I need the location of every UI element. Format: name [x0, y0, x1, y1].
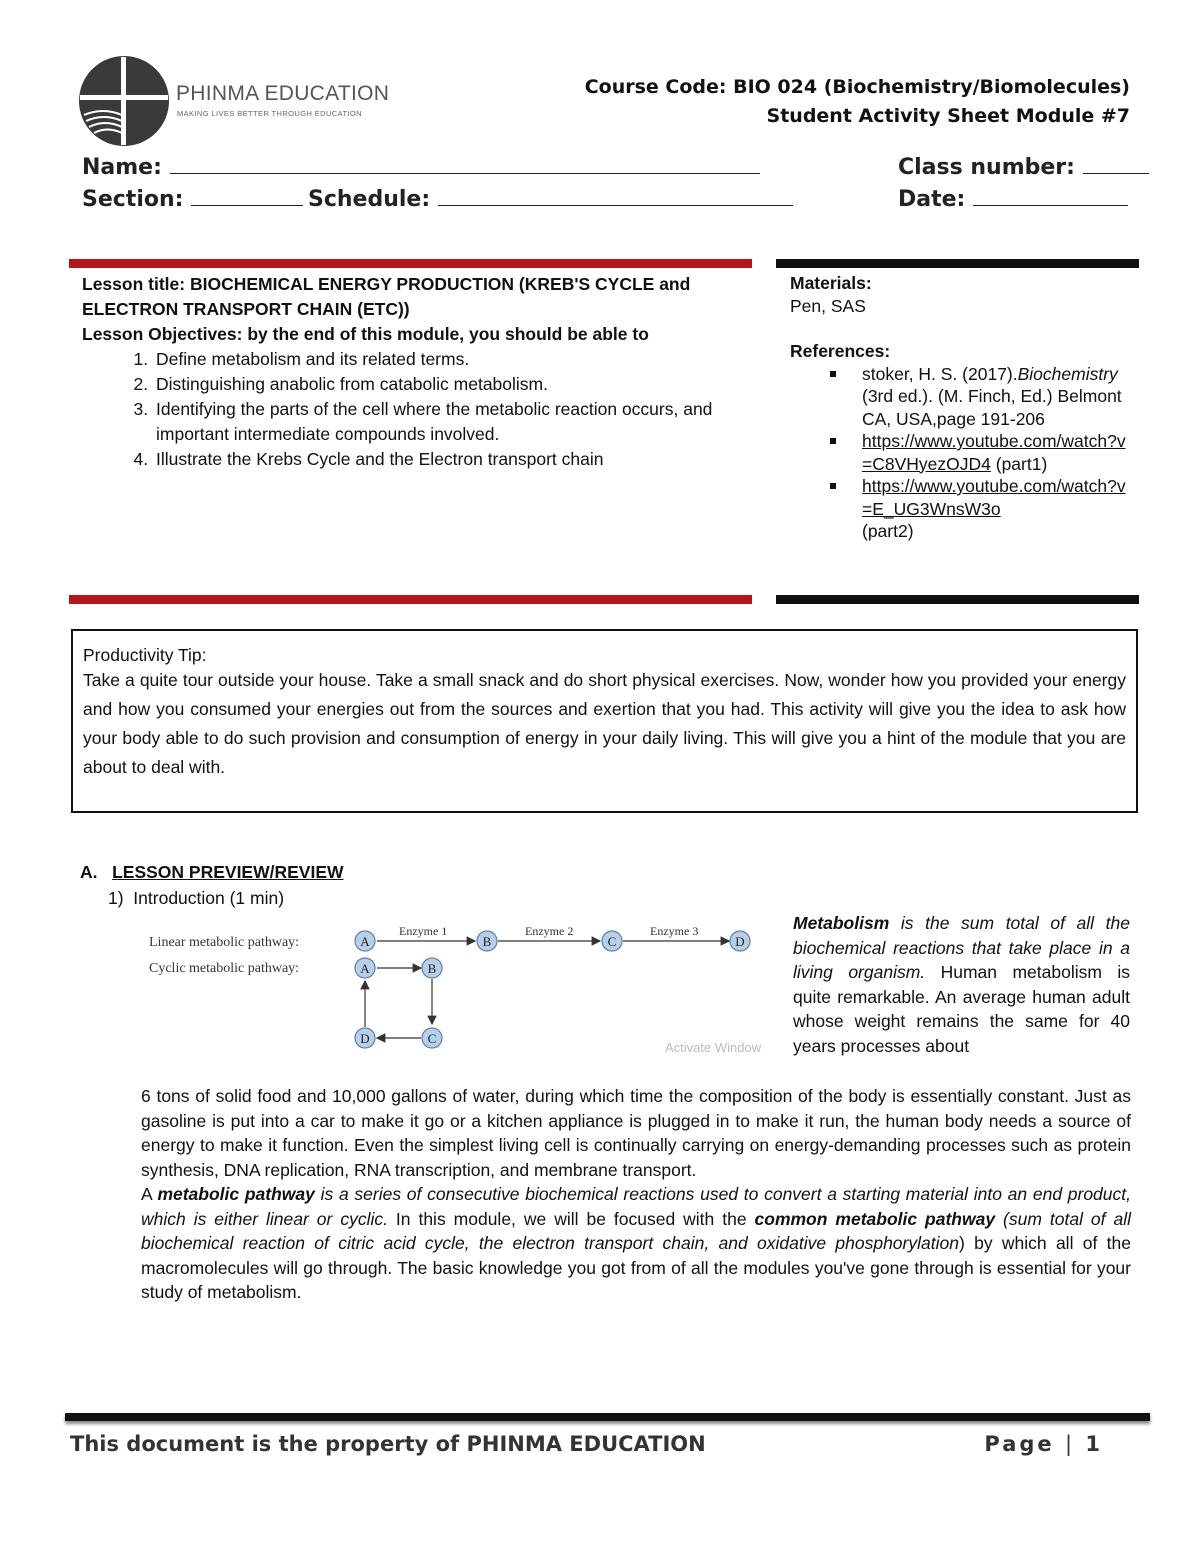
metabolic-pathway-paragraph: A metabolic pathway is a series of consecutive biochemical reactions used to convert a starting material into an end product, which is either linear or cyclic. In this module, we will be focused with the common metabolic pathway (sum total of all biochemical reaction of citric acid cycle, the electron transport chain, and oxidative phosphorylation) by which all of the macromolecules will go through. The basic knowledge you got from of all the modules you've gone through is essential for your study of metabolism.	[141, 1184, 1132, 1302]
svg-text:B: B	[482, 934, 492, 949]
reference-item: stoker, H. S. (2017).Biochemistry (3rd ed.). (M. Finch, Ed.) Belmont CA, USA,page 191-206	[790, 363, 1135, 431]
name-field[interactable]	[82, 153, 760, 180]
footer-bar	[65, 1413, 1150, 1421]
metabolism-term: Metabolism	[793, 913, 890, 933]
metabolism-definition: Metabolism is the sum total of all the biochemical reactions that take place in a living organism. Human metabolism is quite remarkable. An average human adult whose weight remains the same for 40 years processes about	[793, 913, 1130, 1056]
metabolic-pathway-diagram	[145, 920, 785, 1060]
lesson-title	[82, 272, 762, 322]
course-code: Course Code: BIO 024 (Biochemistry/Biomolecules)	[584, 76, 1130, 98]
youtube-link-part1[interactable]: https://www.youtube.com/watch?v=C8VHyezOJD4	[862, 431, 1126, 474]
linear-label: Linear metabolic pathway:	[149, 935, 300, 950]
class-number-field[interactable]	[898, 153, 1149, 180]
materials-bottom-bar	[776, 595, 1139, 604]
schedule-field[interactable]	[308, 185, 793, 212]
schedule-label: Schedule:	[308, 187, 431, 212]
name-line[interactable]	[170, 153, 760, 174]
logo-tagline: MAKING LIVES BETTER THROUGH EDUCATION	[177, 109, 362, 118]
date-field[interactable]	[898, 185, 1128, 212]
references-label: References:	[790, 341, 891, 361]
tip-text: Take a quite tour outside your house. Take a small snack and do short physical exercises. Now, wonder how you provided your energy and how you consumed your energies out from the sources and exertion that you had. This activity will give you the idea to ask how your body able to do such provision and consumption of energy in your daily living. This will give you a hint of the module that you are about to deal with.	[83, 670, 1126, 777]
enzyme-2-label: Enzyme 2	[525, 924, 574, 938]
name-label: Name:	[82, 155, 162, 180]
date-label: Date:	[898, 187, 966, 212]
lesson-top-bar	[69, 259, 752, 268]
materials-items: Pen, SAS	[790, 295, 866, 316]
svg-text:A: A	[360, 961, 370, 976]
cyclic-label: Cyclic metabolic pathway:	[149, 961, 300, 976]
section-a-heading: A. LESSON PREVIEW/REVIEW	[80, 862, 344, 882]
tip-label: Productivity Tip:	[83, 645, 207, 665]
metabolism-continuation: 6 tons of solid food and 10,000 gallons of water, during which time the composition of the body is essentially constant. Just as gasoline is put into a car to make it go or a kitchen appliance is plugged in to make it run, the human body needs a source of energy to make it function. Even the simplest living cell is continually carrying on energy-demanding processes such as protein synthesis, DNA replication, RNA transcription, and membrane transport.	[141, 1086, 1131, 1180]
materials-top-bar	[776, 259, 1139, 268]
page-number: 1	[1085, 1432, 1103, 1456]
svg-text:C: C	[427, 1031, 437, 1046]
lesson-objectives-label: Lesson Objectives: by the end of this module, you should be able to	[82, 324, 649, 344]
lesson-bottom-bar	[69, 595, 752, 604]
section-label: Section:	[82, 187, 184, 212]
svg-text:D: D	[360, 1031, 370, 1046]
logo-name: PHINMA EDUCATION	[176, 82, 390, 105]
references-list	[790, 363, 1135, 543]
svg-text:B: B	[427, 961, 437, 976]
footer-property: This document is the property of PHINMA EDUCATION	[70, 1432, 706, 1456]
date-line[interactable]	[973, 185, 1128, 206]
page-label: Page	[984, 1432, 1055, 1456]
phinma-logo-icon	[78, 55, 170, 147]
youtube-link-part2[interactable]: https://www.youtube.com/watch?v=E_UG3WnsW3o	[862, 476, 1126, 519]
bullet-icon	[830, 483, 836, 489]
bullet-icon	[830, 438, 836, 444]
bullet-icon	[830, 371, 836, 377]
materials-label: Materials:	[790, 273, 872, 293]
module-title: Student Activity Sheet Module #7	[766, 105, 1130, 127]
materials-panel	[790, 272, 1135, 543]
enzyme-1-label: Enzyme 1	[399, 924, 448, 938]
reference-item: https://www.youtube.com/watch?v=E_UG3WnsW3o (part2)	[790, 475, 1135, 543]
watermark-text: Activate Window	[665, 1040, 762, 1055]
lesson-panel	[82, 272, 762, 472]
objective-item: 1. Define metabolism and its related terms.	[153, 347, 762, 372]
svg-text:A: A	[360, 934, 370, 949]
enzyme-3-label: Enzyme 3	[650, 924, 699, 938]
lesson-title-label: Lesson title:	[82, 274, 186, 294]
class-number-line[interactable]	[1083, 153, 1149, 174]
objective-item: 4. Illustrate the Krebs Cycle and the Electron transport chain	[153, 447, 762, 472]
objectives-list	[82, 347, 762, 472]
objective-item: 3. Identifying the parts of the cell where the metabolic reaction occurs, and important intermediate compounds involved.	[153, 397, 762, 447]
intro-heading: 1) Introduction (1 min)	[108, 888, 285, 908]
reference-item: https://www.youtube.com/watch?v=C8VHyezOJD4 (part1)	[790, 430, 1135, 475]
schedule-line[interactable]	[438, 185, 793, 206]
footer-page: Page | 1	[984, 1432, 1103, 1456]
svg-text:D: D	[735, 934, 745, 949]
section-line[interactable]	[191, 185, 303, 206]
section-field[interactable]	[82, 185, 303, 212]
productivity-tip-box	[71, 629, 1138, 813]
body-paragraph	[141, 1084, 1131, 1305]
class-number-label: Class number:	[898, 155, 1075, 180]
objective-item: 2. Distinguishing anabolic from catabolic metabolism.	[153, 372, 762, 397]
course-header	[585, 73, 1130, 131]
lesson-title-text: BIOCHEMICAL ENERGY PRODUCTION (KREB'S CYCLE and ELECTRON TRANSPORT CHAIN (ETC))	[82, 274, 691, 319]
svg-text:C: C	[607, 934, 617, 949]
